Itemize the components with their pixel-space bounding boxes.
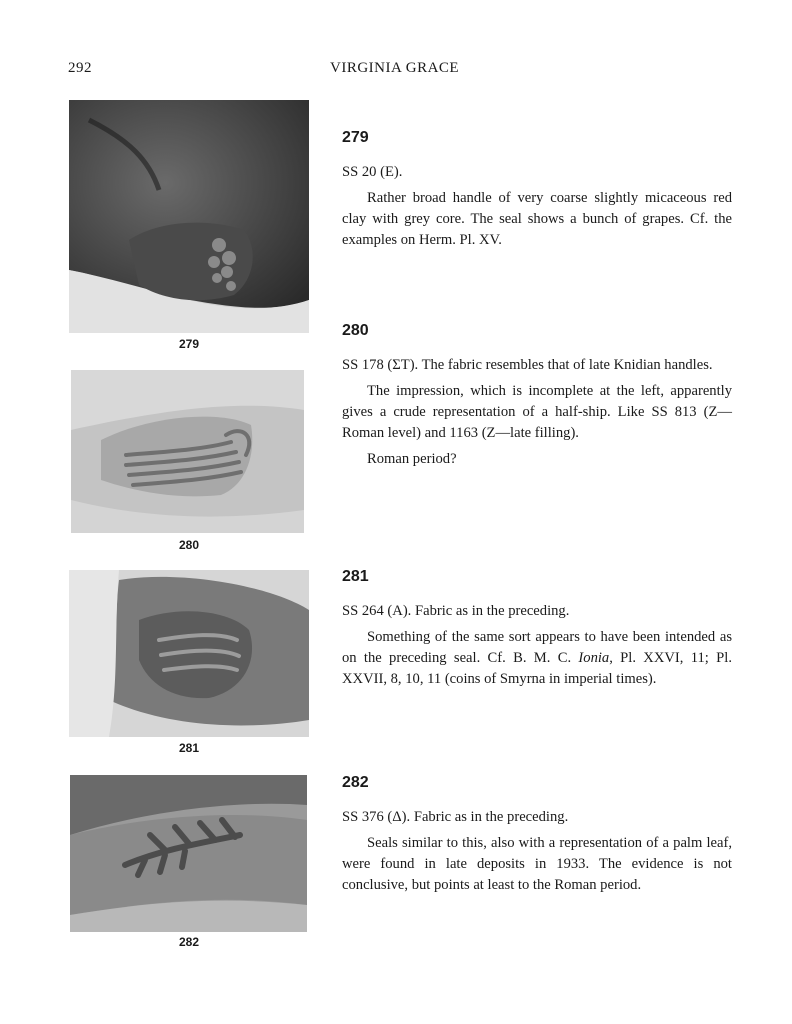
entry-number: 279 bbox=[342, 129, 369, 146]
entry-number: 282 bbox=[342, 774, 369, 791]
entry-number: 281 bbox=[342, 568, 369, 585]
entry-description bbox=[342, 627, 732, 690]
catalog-entry-282 bbox=[342, 772, 732, 901]
italic-reference: Ionia bbox=[578, 650, 610, 666]
entry-inventory: SS 178 (ΣT). The fabric resembles that of late Knidian handles. bbox=[342, 357, 713, 373]
entry-inventory: SS 20 (E). bbox=[342, 164, 403, 180]
entry-description: Seals similar to this, also with a representation of a palm leaf, were found in late deposits in 1933. The evidence is not conclusive, but points at least to the Roman period. bbox=[342, 835, 732, 893]
photo-stamp-281 bbox=[69, 570, 309, 737]
entry-number: 280 bbox=[342, 322, 369, 339]
caption-282: 282 bbox=[178, 935, 200, 949]
description-text: Something of the same sort appears to have been intended as on the preceding seal. Cf. B. M. C. bbox=[342, 629, 732, 666]
photo-stamp-279 bbox=[69, 100, 309, 333]
catalog-entry-280 bbox=[342, 320, 732, 475]
entry-inventory: SS 376 (Δ). Fabric as in the preceding. bbox=[342, 809, 569, 825]
entry-dating: Roman period? bbox=[367, 451, 457, 467]
running-title: VIRGINIA GRACE bbox=[330, 60, 460, 76]
catalog-entry-281 bbox=[342, 566, 732, 695]
caption-280: 280 bbox=[178, 538, 200, 552]
entry-description: The impression, which is incomplete at the left, apparently gives a crude representation of a half-ship. Like SS 813 (Z—Roman level) and 1163 (Z—late filling). bbox=[342, 383, 732, 441]
page-number: 292 bbox=[68, 60, 92, 76]
entry-description: Rather broad handle of very coarse slightly micaceous red clay with grey core. The seal shows a bunch of grapes. Cf. the examples on Herm. Pl. XV. bbox=[342, 190, 732, 248]
catalog-entry-279 bbox=[342, 127, 732, 256]
caption-281: 281 bbox=[178, 741, 200, 755]
entry-inventory: SS 264 (A). Fabric as in the preceding. bbox=[342, 603, 570, 619]
caption-279: 279 bbox=[178, 337, 200, 351]
photo-stamp-282 bbox=[70, 775, 307, 932]
description-text-cont: , Pl. XXVI, 11; Pl. XXVII, 8, 10, 11 (coins of Smyrna in imperial times). bbox=[342, 650, 732, 687]
photo-stamp-280 bbox=[71, 370, 304, 533]
